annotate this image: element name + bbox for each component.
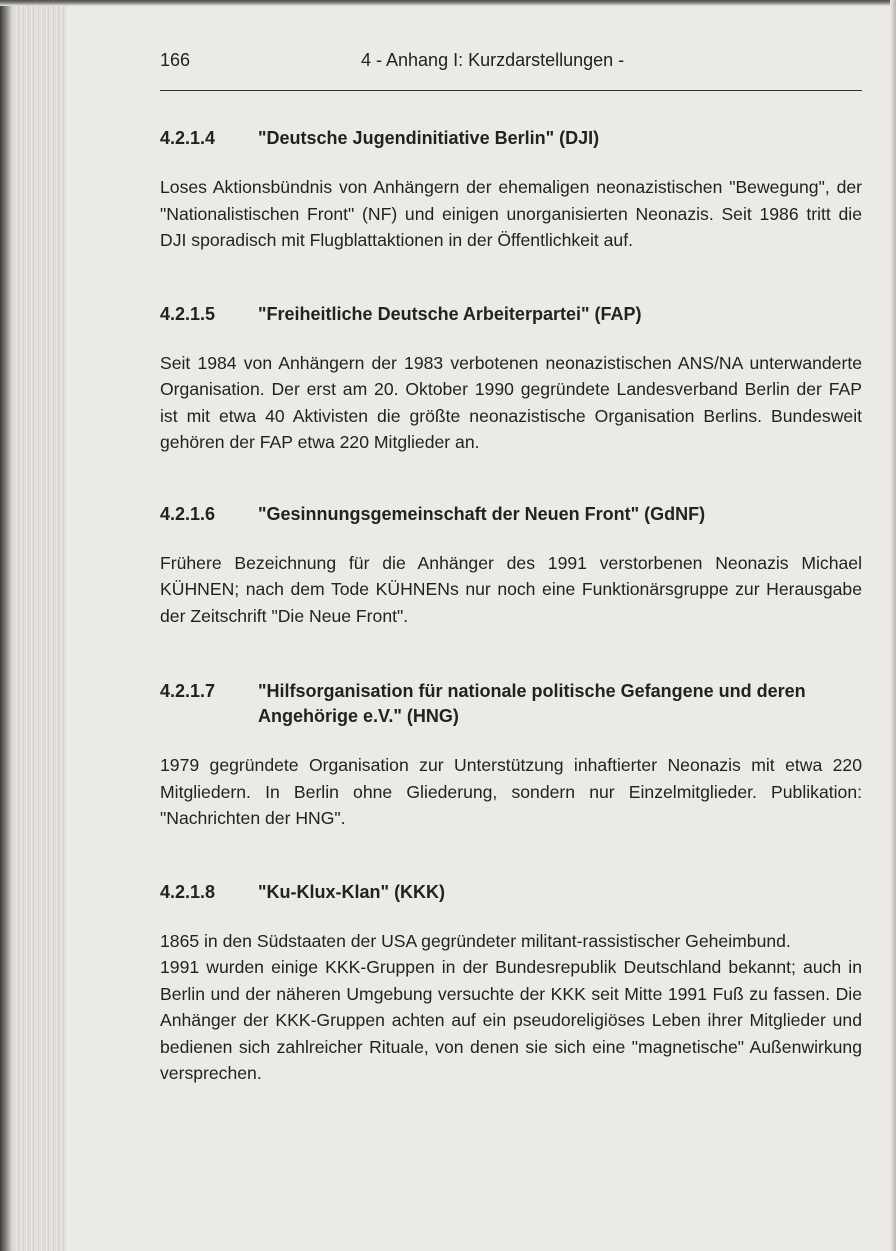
section-gdnf [160,502,862,630]
section-body [160,174,862,254]
section-number: 4.2.1.4 [160,128,216,148]
section-fap [160,302,862,456]
section-title: "Freiheitliche Deutsche Arbeiterpartei" (FAP) [258,303,642,324]
section-body [160,550,862,630]
page-content [160,126,862,1087]
section-title: "Ku-Klux-Klan" (KKK) [258,881,446,902]
section-heading [160,679,862,729]
page-number: 166 [160,50,191,70]
paragraph: Frühere Bezeichnung für die Anhänger des 1991 verstorbenen Neonazis Michael KÜHNEN; nach dem Tode KÜHNENs nur noch eine Funktionärsgruppe zur Herausgabe der Zeitschrift "Die Neue Front". [160,552,862,626]
section-heading [160,302,862,327]
section-title: "Deutsche Jugendinitiative Berlin" (DJI) [258,128,600,148]
section-body [160,928,862,1087]
section-dji [160,126,862,254]
top-edge-shadow [0,0,896,6]
section-title: "Gesinnungsgemeinschaft der Neuen Front" (GdNF) [258,503,706,524]
section-heading [160,502,862,527]
section-number: 4.2.1.5 [160,303,216,324]
section-hng [160,679,862,832]
section-number: 4.2.1.7 [160,681,216,701]
paragraph: 1991 wurden einige KKK-Gruppen in der Bundesrepublik Deutschland bekannt; auch in Berlin und der näheren Umgebung versuchte der KKK seit Mitte 1991 Fuß zu fassen. Die Anhänger der KKK-Gruppen achten auf ein pseudoreligiöses Leben ihrer Mitglieder und bedienen sich zahlreicher Rituale, von denen sie sich eine "magnetische" Außenwirkung versprechen. [160,957,862,1083]
section-title: "Hilfsorganisation für nationale politische Gefangene und deren Angehörige e.V." (HNG) [258,681,806,726]
section-body [160,752,862,832]
binding-shadow [0,0,12,1251]
paragraph: Seit 1984 von Anhängern der 1983 verbotenen neonazistischen ANS/NA unterwanderte Organisation. Der erst am 20. Oktober 1990 gegründete Landesverband Berlin der FAP ist mit etwa 40 Aktivisten die größte neonazistische Organisation Berlins. Bundesweit gehören der FAP etwa 220 Mitglieder an. [160,352,862,452]
paragraph: 1865 in den Südstaaten der USA gegründeter militant-rassistischer Geheimbund. [160,930,791,951]
section-body [160,350,862,456]
header-rule [160,90,862,91]
section-heading [160,126,862,151]
paragraph: 1979 gegründete Organisation zur Unterstützung inhaftierter Neonazis mit etwa 220 Mitgliedern. In Berlin ohne Gliederung, sondern nur Einzelmitglieder. Publikation: "Nachrichten der HNG". [160,755,862,828]
running-title: 4 - Anhang I: Kurzdarstellungen - [361,50,625,70]
page-header [160,46,862,86]
paragraph: Loses Aktionsbündnis von Anhängern der ehemaligen neonazistischen "Bewegung", der "Nationalistischen Front" (NF) und einigen unorganisierten Neonazis. Seit 1986 tritt die DJI sporadisch mit Flugblattaktionen in der Öffentlichkeit auf. [160,177,862,250]
section-heading [160,880,862,905]
section-number: 4.2.1.8 [160,881,216,902]
right-edge-shadow [890,0,896,1251]
section-number: 4.2.1.6 [160,503,216,524]
section-kkk [160,880,862,1087]
